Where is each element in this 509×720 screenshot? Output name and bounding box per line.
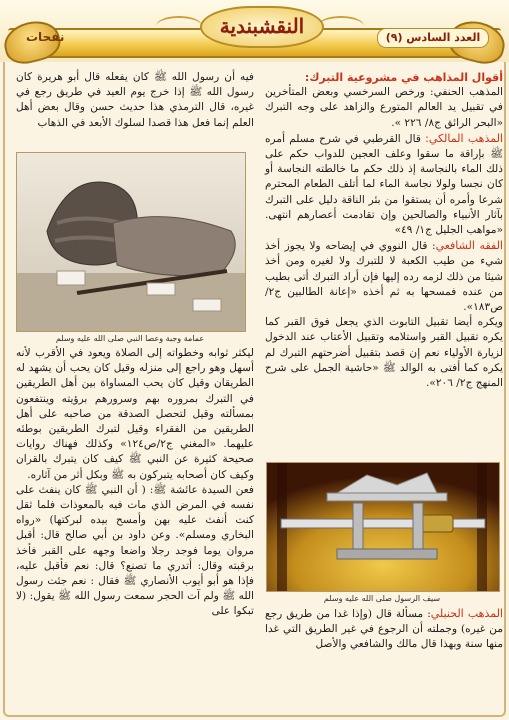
maliki-label: المذهب المالكي: (425, 131, 503, 145)
turban-image (17, 153, 245, 331)
sword-image (267, 463, 499, 591)
logo-swirl-right (318, 16, 364, 36)
left-paragraph-1: فيه أن رسول الله ﷺ كان يفعله قال أبو هريرة كان رسول الله ﷺ إذا خرج يوم العيد في طريق رجع في غيره، قال الترمذي هذا حديث حسن وقال بعض أهل العلم إنما فعل هذا قصدا لسلوك الأبعد في الذهاب (16, 71, 254, 129)
turban-caption: عمامة وجبة وعصا النبي صلى الله عليه وسلم (55, 334, 205, 343)
hanbali-label: المذهب الحنبلي (430, 607, 503, 620)
shafii-text: : قال النووي في إيضاحه ولا يجوز أخذ شيء من طيب الكعبة لا للتبرك ولا لغيره ومن أخذ شيئا من ذلك لزمه رده إليها فإن أراد التبرك أتى بطيب من عنده فمسحها به ثم أخذه «إعانة الطالبين ج٢/ص١٨٣». (265, 240, 503, 314)
logo-swirl-left (156, 16, 202, 36)
sword-caption: سيف الرسول صلى الله عليه وسلم (323, 594, 441, 603)
right-column-bottom (265, 606, 503, 653)
issue-number: العدد السادس (٩) (377, 28, 489, 48)
sword-photo (266, 462, 500, 592)
left-paragraph-2: ليكثر ثوابه وخطواته إلى الصلاة ويعود في الأقرب لأنه أسهل وهو راجع إلى منزله وقيل كان يحب أن يشهد له الطريقان وقيل كان يحب المساواة بين أهل الطريقين في التبرك بمروره بهم وسرورهم برؤيته وينتفعون بمسألته وقيل لتحصل الصدقة من صاحبه على أهل الطريقين من الفقراء وقيل لتبرك الطريقين بوطئه عليهما. «المغني ج٢/ص١٢٤» وكذلك فهناك روايات صحيحة كثيرة عن النبي ﷺ كيف كان يتبرك بالقران وكيف كان أصحابه يتبركون به ﷺ وبكل أثر من آثاره. (16, 347, 254, 481)
maliki-paragraph (265, 131, 503, 238)
right-column (265, 70, 503, 391)
left-column-bottom (16, 346, 254, 620)
maliki-text: قال القرطبي في شرح مسلم أمره ﷺ بإراقة ما سقوا وعلف العجين للدواب حكم على ذلك الماء بالنجاسة إذ ذلك حكم ما خالطته النجاسة أو كان نجسا ولولا نجاسة الماء لما أتلف الطعام المحترم شرعا وأمره أن يستقوا من بئر الناقة دليل على التبرك بآثار الأنبياء والصالحين وإن تقادمت أعصارهم انتهى. «مواهب الجليل ج١/ ٤٩» (265, 132, 503, 237)
shafii-label: الفقه الشافعي (435, 239, 503, 253)
left-column (16, 70, 254, 131)
magazine-logo: النقشبندية (200, 6, 324, 48)
hanafi-paragraph: المذهب الحنفي: ورخص السرخسي وبعض المتأخرين في تقبيل يد العالم المتورع والزاهد على وجه التبرك «البحر الرائق ج٨/ ٢٢٦ ». (265, 86, 503, 129)
header-banner (0, 0, 509, 62)
shafii-paragraph (265, 238, 503, 315)
hanbali-paragraph (265, 606, 503, 653)
section-heading: أقوال المذاهب في مشروعية التبرك: (304, 71, 503, 84)
left-paragraph-3: فعن السيدة عائشة ﷺ: ( أن النبي ﷺ كان ينفث على نفسه في المرض الذي مات فيه بالمعوذات فلما ثقل كنت أنفث عليه بهن وأمسح بيده لبركتها) «رواه البخاري ومسلم». وعن داود بن أبي صالح قال: أقبل مروان يوما فوجد رجلا واضعا وجهه على القبر فأخذ برقبته وقال: أتدري ما تصنع؟ قال: نعم فأقبل عليه، فإذا هو أبو أيوب الأنصاري ﷺ فقال : نعم جئت رسول الله ﷺ ولم آت الحجر سمعت رسول الله ﷺ يقول: (لا تبكوا على (16, 483, 254, 618)
turban-photo (16, 152, 246, 332)
shafii-paragraph-2: ويكره أيضا تقبيل التابوت الذي يجعل فوق القبر كما يكره تقبيل القبر واستلامه وتقبيل الأعتاب عند الدخول لزيارة الأولياء نعم إن قصد بتقبيل أضرحتهم التبرك لم يكره كما أفتى به الوالد ﷺ «حاشية الجمل على شرح المنهج ج٢/ ٢٠٦». (265, 316, 503, 390)
section-tag: نفحات (26, 30, 65, 44)
hanbali-text: : مسألة قال (وإذا غدا من طريق رجع من غيره) وجملته أن الرجوع في غير الطريق التي غدا منها سنة وبهذا قال مالك والشافعي والأصل (265, 608, 503, 651)
